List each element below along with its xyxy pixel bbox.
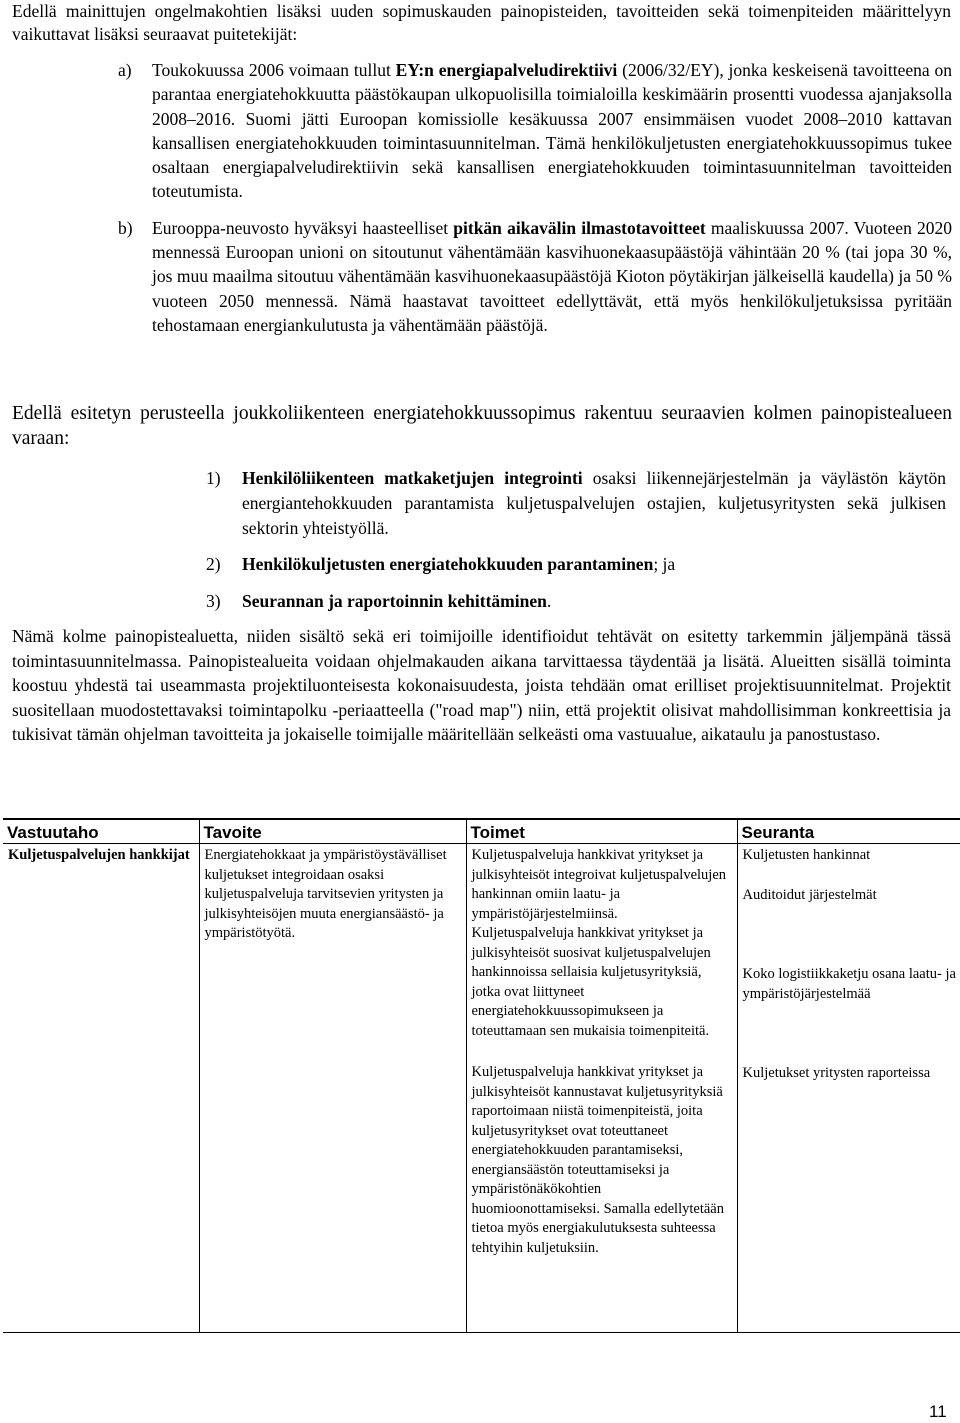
list-item-bold: EY:n energiapalveludirektiivi <box>395 60 618 80</box>
focus-area-text: osaksi liikennejärjestelmän ja väylästön käytön energiantehokkuuden parantamista kuljetuspalvelujen ostajien, kuljetusyritysten sekä julkisen sektorin yhteistyöllä. <box>242 468 947 538</box>
table-header-row <box>3 819 960 844</box>
list-marker: 2) <box>206 554 221 574</box>
monitoring-item: Kuljetukset yritysten raporteissa <box>742 1065 931 1081</box>
monitoring-item: Auditoidut järjestelmät <box>742 886 877 903</box>
cell-actions <box>466 844 737 1333</box>
list-item-a <box>118 58 952 204</box>
focus-area-item <box>206 552 946 577</box>
focus-area-text: . <box>546 591 552 611</box>
responsible-party: Kuljetuspalvelujen hankkijat <box>8 847 190 863</box>
cell-responsible <box>3 844 199 1333</box>
list-item-text: (2006/32/EY), jonka keskeisenä tavoitteena on parantaa energiatehokkuutta päästökaupan ulkopuolisilla toimialoilla keskimäärin prosentti vuodessa ajanjaksolla 2008–2016. Suomi jätti Euroopan komissiolle kesäkuussa 2007 ensimmäisen vuodet 2008–2010 kattavan kansallisen energiatehokkuuden toimintasuunnitelman. Tämä henkilökuljetusten energiatehokkuussopimus tukee osaltaan energiapalveludirektiivin sekä kansallisen energiatehokkuuden toimintasuunnitelman tavoitteiden toteutumista. <box>152 60 952 202</box>
page-number: 11 <box>929 1402 947 1421</box>
list-item-text: maaliskuussa 2007. Vuoteen 2020 mennessä Euroopan unioni on sitoutunut vähentämään kasvihuonekaasupäästöjä vähintään 20 % (tai jopa 30 %, jos muu maailma sitoutuu vähentämään kasvihuonekaasupäästöjä Kioton pöytäkirjan jälkeisellä kaudella) ja 50 % vuoteen 2050 mennessä. Nämä haastavat tavoitteet edellyttävät, että myös henkilökuljetuksissa pyritään tehostamaan energiankulutusta ja vähentämään päästöjä. <box>152 217 952 335</box>
list-marker: 1) <box>206 468 221 488</box>
focus-area-item <box>206 466 946 541</box>
focus-area-list <box>206 466 946 614</box>
focus-area-text: ; ja <box>653 554 676 574</box>
column-header-responsible: Vastuutaho <box>3 819 199 844</box>
framework-factor-list <box>118 58 952 337</box>
focus-area-title: Henkilöliikenteen matkaketjujen integrointi <box>242 468 583 488</box>
list-item-text: Eurooppa-neuvosto hyväksyi haasteelliset <box>152 217 454 238</box>
list-marker: 3) <box>206 591 221 611</box>
cell-goal <box>199 844 466 1333</box>
list-marker: a) <box>118 60 132 80</box>
focus-area-title: Seurannan ja raportoinnin kehittäminen <box>242 591 547 611</box>
goal-text: Energiatehokkaat ja ympäristöystävälliset kuljetukset integroidaan osaksi kuljetuspalveluja tarvitsevien yritysten ja julkisyhteisöjen muuta energiansäästö- ja ympäristötyötä. <box>204 847 447 941</box>
list-marker: b) <box>118 217 133 238</box>
responsibility-table <box>3 818 960 1333</box>
projects-paragraph: Nämä kolme painopistealuetta, niiden sisältö sekä eri toimijoille identifioidut tehtävät on esitetty tarkemmin jäljempänä tässä toimintasuunnitelmassa. Painopistealueita voidaan ohjelmakauden aikana tarvittaessa täydentää ja lisätä. Alueitten sisällä toiminta koostuu yhdestä tai useammasta projektiluonteisesta kokonaisuudesta, joista tehdään omat erilliset projektisuunnitelmat. Projektit suositellaan muodostettavaksi toimintapolku -periaatteella ("road map") niin, että projektit olisivat mahdollisimman konkreettisia ja tukisivat tämän ohjelman tavoitteita ja jokaiselle toimijalle määritellään selkeästi oma vastuualue, aikataulu ja panostustaso. <box>12 626 951 744</box>
monitoring-item: Kuljetusten hankinnat <box>742 847 871 863</box>
list-item-b <box>118 216 952 337</box>
focus-area-title: Henkilökuljetusten energiatehokkuuden parantaminen <box>242 554 654 574</box>
focus-area-item <box>206 589 946 614</box>
action-item: Kuljetuspalveluja hankkivat yritykset ja julkisyhteisöt kannustavat kuljetusyrityksiä raportoimaan niistä toimenpiteistä, joita kuljetusyritykset ovat toteuttaneet energiatehokkuuden parantamiseksi, energiansäästön toteuttamiseksi ja ympäristönäkökohtien huomioonottamiseksi. Samalla edellytetään tietoa myös energiakulutuksesta suhteessa tehtyihin kuljetuksiin. <box>471 1064 724 1256</box>
list-item-bold: pitkän aikavälin ilmastotavoitteet <box>453 217 706 238</box>
action-item: Kuljetuspalveluja hankkivat yritykset ja julkisyhteisöt integroivat kuljetuspalvelujen hankinnan omiin laatu- ja ympäristöjärjestelmiinsä. <box>471 847 727 922</box>
list-item-text: Toukokuussa 2006 voimaan tullut <box>152 60 396 80</box>
column-header-goal: Tavoite <box>199 819 466 844</box>
focus-intro-paragraph: Edellä esitetyn perusteella joukkoliikenteen energiatehokkuussopimus rakentuu seuraavien kolmen painopistealueen varaan: <box>12 403 952 449</box>
column-header-monitoring: Seuranta <box>737 819 960 844</box>
intro-paragraph: Edellä mainittujen ongelmakohtien lisäksi uuden sopimuskauden painopisteiden, tavoitteiden sekä toimenpiteiden määrittelyyn vaikuttavat lisäksi seuraavat puitetekijät: <box>12 1 951 44</box>
monitoring-item: Koko logistiikkaketju osana laatu- ja ympäristöjärjestelmää <box>742 966 956 1002</box>
column-header-actions: Toimet <box>466 819 737 844</box>
table-row <box>3 844 960 1333</box>
action-item: Kuljetuspalveluja hankkivat yritykset ja julkisyhteisöt suosivat kuljetuspalvelujen hankinnoissa sellaisia kuljetusyrityksiä, jotka ovat liittyneet energiatehokkuussopimukseen ja toteuttamaan sen mukaisia toimenpiteitä. <box>471 925 711 1039</box>
cell-monitoring <box>737 844 960 1333</box>
